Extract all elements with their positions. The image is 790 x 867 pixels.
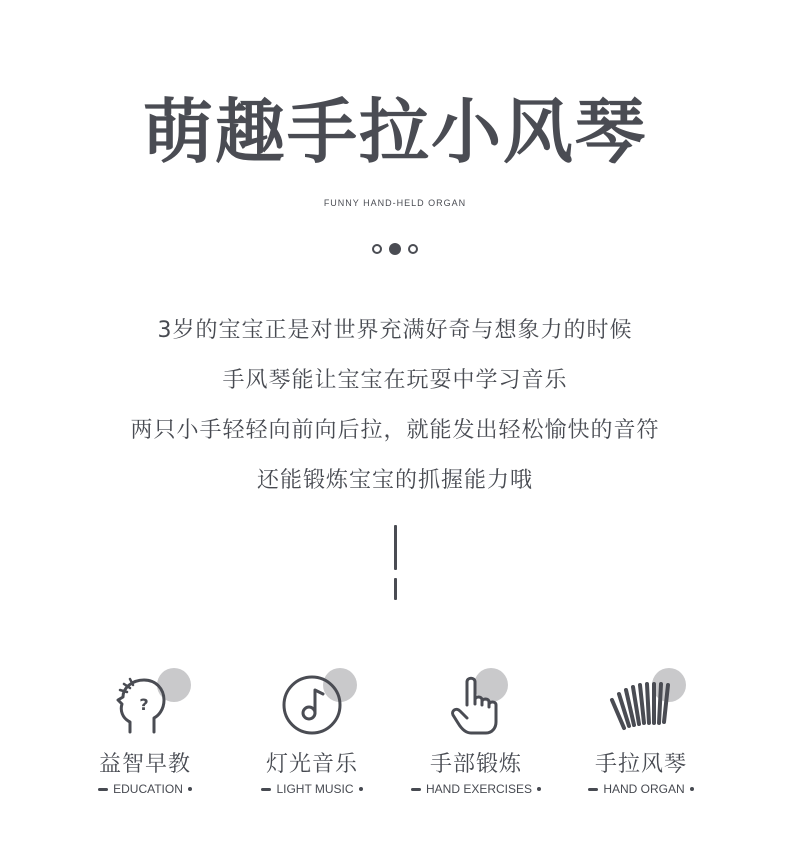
feature-sub (70, 782, 220, 796)
dot-filled (389, 243, 401, 255)
decorative-dots (0, 244, 790, 255)
feature-label: 手拉风琴 (594, 752, 687, 777)
page-subtitle: FUNNY HAND-HELD ORGAN (323, 198, 467, 208)
feature-sub (401, 782, 551, 796)
feature-sub-text: EDUCATION (113, 782, 183, 796)
feature-sub-text: LIGHT MUSIC (276, 782, 354, 796)
dot-mark (690, 787, 694, 791)
dash-mark (588, 788, 598, 791)
dash-mark (98, 788, 108, 791)
feature-hand-exercises (401, 660, 551, 796)
pointing-hand-icon (401, 660, 551, 750)
feature-light-music (237, 660, 387, 796)
question-head-icon (70, 660, 220, 750)
svg-text:?: ? (139, 695, 149, 714)
description-line: 3岁的宝宝正是对世界充满好奇与想象力的时候 (157, 318, 633, 343)
dot-mark (537, 787, 541, 791)
description-line: 两只小手轻轻向前向后拉，就能发出轻松愉快的音符 (130, 418, 660, 443)
dash-mark (261, 788, 271, 791)
feature-label: 手部锻炼 (429, 752, 522, 777)
description-line: 还能锻炼宝宝的抓握能力哦 (256, 468, 533, 493)
dot-mark (188, 787, 192, 791)
dot-outline (408, 244, 418, 254)
feature-sub (566, 782, 716, 796)
accordion-icon (566, 660, 716, 750)
feature-sub (237, 782, 387, 796)
divider-line-short (394, 578, 397, 600)
feature-label: 益智早教 (98, 752, 191, 777)
divider-line-long (394, 525, 397, 570)
music-note-icon (237, 660, 387, 750)
dash-mark (411, 788, 421, 791)
description (0, 306, 790, 506)
feature-sub-text: HAND ORGAN (603, 782, 685, 796)
dot-mark (359, 787, 363, 791)
feature-education (70, 660, 220, 796)
page-title: 萌趣手拉小风琴 (143, 91, 647, 173)
feature-sub-text: HAND EXERCISES (425, 782, 533, 796)
feature-hand-organ (566, 660, 716, 796)
description-line: 手风琴能让宝宝在玩耍中学习音乐 (222, 368, 568, 393)
dot-outline (372, 244, 382, 254)
feature-label: 灯光音乐 (265, 752, 358, 777)
